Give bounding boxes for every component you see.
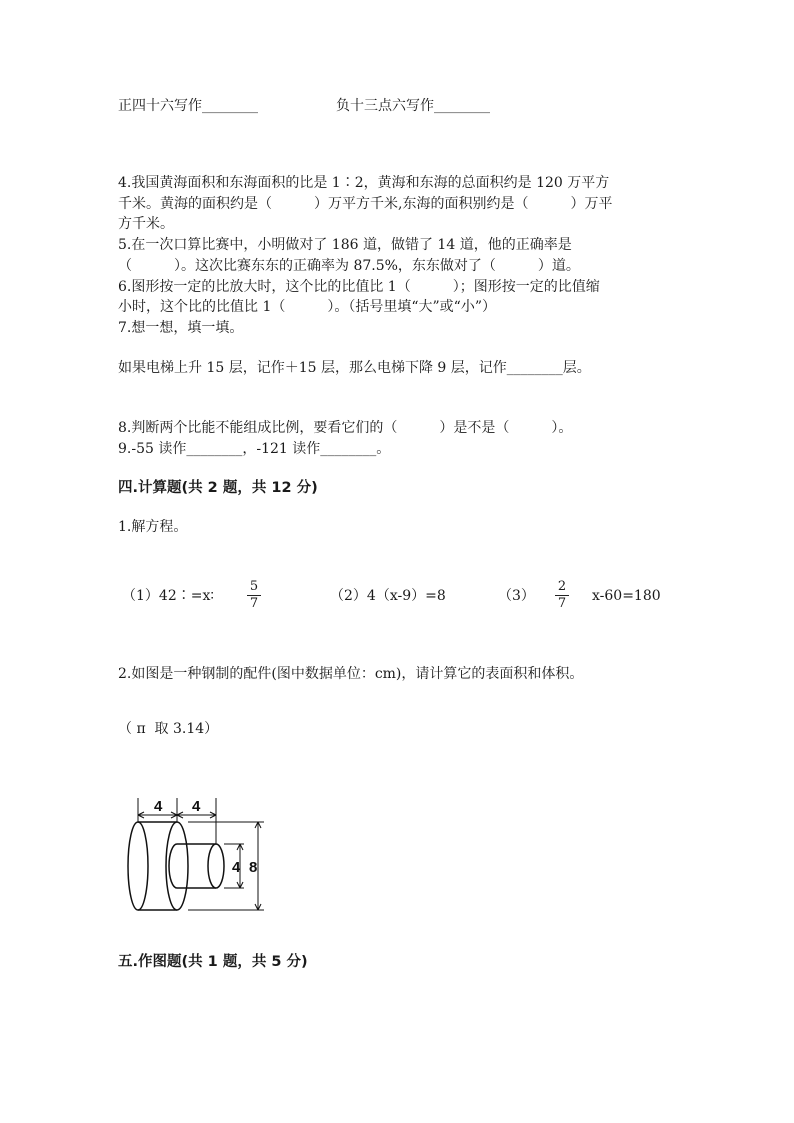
equation-1-denominator: 7 (249, 596, 259, 611)
figure-label-large-diameter: 8 (249, 859, 258, 876)
section-4-q2-title: 2.如图是一种钢制的配件(图中数据单位：cm)，请计算它的表面积和体积。 (118, 666, 584, 682)
equation-1-numerator: 5 (249, 579, 259, 594)
q4-line-1: 4.我国黄海面积和东海面积的比是 1∶2，黄海和东海的总面积约是 120 万平方 (118, 175, 610, 191)
q5-line-2: （ ）。这次比赛东东的正确率为 87.5%，东东做对了（ ）道。 (118, 258, 580, 274)
q6-line-1: 6.图形按一定的比放大时，这个比的比值比 1（ ）；图形按一定的比值缩 (118, 279, 600, 295)
section-4-heading: 四.计算题(共 2 题，共 12 分) (118, 480, 318, 496)
equation-3-prefix: （3） (498, 588, 535, 604)
section-4-q2-note: （ π 取 3.14） (118, 721, 219, 737)
q8-text: 8.判断两个比能不能组成比例，要看它们的（ ）是不是（ ）。 (118, 420, 573, 436)
item-positive-46-6: 正四十六写作________ (118, 98, 258, 114)
equation-2: （2）4（x-9）=8 (330, 588, 446, 604)
equation-1-fraction (247, 580, 261, 611)
figure-label-length-1: 4 (154, 798, 163, 815)
equation-3-numerator: 2 (557, 579, 567, 594)
q7-body: 如果电梯上升 15 层，记作＋15 层，那么电梯下降 9 层，记作________层。 (118, 360, 591, 376)
equation-1-prefix: （1）42∶=x∶ (122, 588, 214, 604)
q6-line-2: 小时，这个比的比值比 1（ ）。（括号里填“大”或“小”） (118, 299, 496, 315)
section-4-q1-title: 1.解方程。 (118, 519, 188, 535)
q9-text: 9.-55 读作________，-121 读作________。 (118, 441, 391, 457)
equation-3-denominator: 7 (557, 596, 567, 611)
figure-label-length-2: 4 (192, 798, 201, 815)
q4-line-2: 千米。黄海的面积约是（ ）万平方千米,东海的面积别约是（ ）万平 (118, 196, 613, 212)
steel-part-figure (118, 794, 278, 919)
equation-3-fraction (555, 580, 569, 611)
q7-title: 7.想一想，填一填。 (118, 320, 244, 336)
item-negative-13-6: 负十三点六写作________ (336, 98, 490, 114)
equation-3-suffix: x-60=180 (592, 588, 661, 604)
section-5-heading: 五.作图题(共 1 题，共 5 分) (118, 954, 308, 970)
figure-label-small-diameter: 4 (232, 859, 241, 876)
q5-line-1: 5.在一次口算比赛中，小明做对了 186 道，做错了 14 道，他的正确率是 (118, 237, 572, 253)
q4-line-3: 方千米。 (118, 216, 174, 232)
